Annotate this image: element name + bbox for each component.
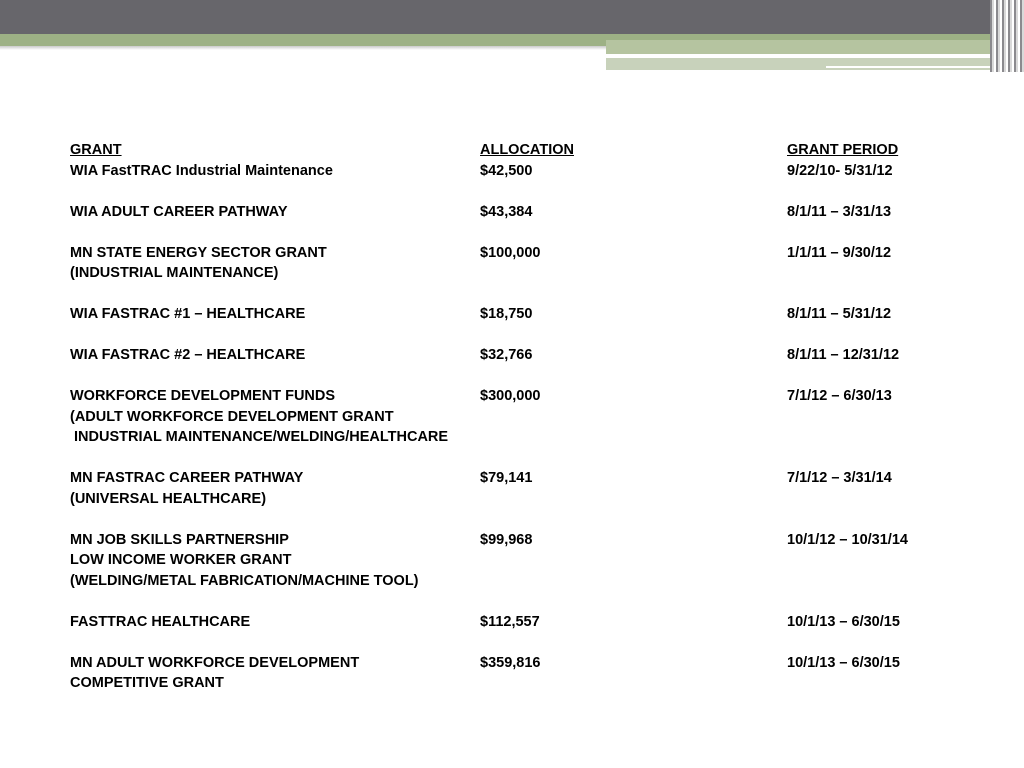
grant-table-header bbox=[70, 140, 967, 161]
grant-name: COMPETITIVE GRANT bbox=[70, 675, 224, 691]
slide-header-strip-lower bbox=[606, 58, 1006, 70]
grant-allocation: $18,750 bbox=[480, 306, 533, 322]
grant-name: WIA FASTRAC #1 – HEALTHCARE bbox=[70, 306, 306, 322]
grant-name: (ADULT WORKFORCE DEVELOPMENT GRANT bbox=[70, 408, 394, 425]
grant-allocation bbox=[480, 550, 787, 571]
grant-period: 8/1/11 – 12/31/12 bbox=[787, 347, 900, 363]
grant-table bbox=[70, 140, 967, 694]
row-spacer bbox=[70, 325, 967, 346]
grant-allocation bbox=[480, 489, 787, 510]
grant-row bbox=[70, 263, 967, 284]
grant-row bbox=[70, 345, 967, 366]
row-spacer bbox=[70, 632, 967, 653]
grant-row bbox=[70, 673, 967, 694]
grant-allocation: $300,000 bbox=[480, 388, 541, 404]
slide-header-strip bbox=[606, 40, 1006, 54]
grant-name: WIA FastTRAC Industrial Maintenance bbox=[70, 162, 333, 179]
grant-name: WIA FASTRAC #2 – HEALTHCARE bbox=[70, 347, 306, 363]
slide-header-divider-lower bbox=[826, 66, 1006, 68]
row-spacer bbox=[70, 181, 967, 202]
grant-row bbox=[70, 530, 967, 551]
grant-period bbox=[787, 263, 967, 284]
grant-allocation bbox=[480, 673, 787, 694]
grant-period: 8/1/11 – 3/31/13 bbox=[787, 203, 892, 220]
slide-header-bar bbox=[0, 0, 1024, 34]
grant-row bbox=[70, 161, 967, 182]
header-allocation: ALLOCATION bbox=[480, 142, 574, 158]
grant-name: WORKFORCE DEVELOPMENT FUNDS bbox=[70, 388, 336, 404]
grant-name: FASTTRAC HEALTHCARE bbox=[70, 613, 251, 630]
grant-name: MN STATE ENERGY SECTOR GRANT bbox=[70, 244, 327, 261]
grant-name: LOW INCOME WORKER GRANT bbox=[70, 552, 292, 568]
grant-allocation: $79,141 bbox=[480, 470, 533, 486]
grant-allocation: $42,500 bbox=[480, 162, 533, 179]
row-spacer bbox=[70, 509, 967, 530]
grant-period bbox=[787, 489, 967, 510]
row-spacer bbox=[70, 222, 967, 243]
grant-name: (WELDING/METAL FABRICATION/MACHINE TOOL) bbox=[70, 572, 419, 589]
grant-period: 7/1/12 – 3/31/14 bbox=[787, 470, 892, 486]
grant-row bbox=[70, 386, 967, 407]
grant-row bbox=[70, 407, 967, 428]
grant-allocation bbox=[480, 407, 787, 428]
grant-allocation: $359,816 bbox=[480, 654, 541, 671]
grant-period: 10/1/13 – 6/30/15 bbox=[787, 613, 900, 630]
grant-allocation bbox=[480, 571, 787, 592]
grant-row bbox=[70, 202, 967, 223]
grant-row bbox=[70, 489, 967, 510]
slide-header-divider bbox=[606, 56, 950, 58]
grant-period: 8/1/11 – 5/31/12 bbox=[787, 306, 892, 322]
grant-row bbox=[70, 427, 967, 448]
header-grant: GRANT bbox=[70, 142, 122, 158]
grant-name: (UNIVERSAL HEALTHCARE) bbox=[70, 490, 267, 507]
grant-allocation: $100,000 bbox=[480, 244, 541, 261]
grant-period: 10/1/12 – 10/31/14 bbox=[787, 531, 908, 548]
grant-allocation bbox=[480, 427, 787, 448]
grant-row bbox=[70, 468, 967, 489]
grant-name: MN ADULT WORKFORCE DEVELOPMENT bbox=[70, 654, 360, 671]
grant-name: MN JOB SKILLS PARTNERSHIP bbox=[70, 531, 289, 548]
header-grant-period: GRANT PERIOD bbox=[787, 142, 899, 158]
grant-name: MN FASTRAC CAREER PATHWAY bbox=[70, 470, 304, 486]
grant-period: 7/1/12 – 6/30/13 bbox=[787, 388, 892, 404]
grant-period bbox=[787, 571, 967, 592]
grant-period bbox=[787, 673, 967, 694]
grant-period bbox=[787, 407, 967, 428]
grant-allocation: $32,766 bbox=[480, 347, 533, 363]
grant-period: 1/1/11 – 9/30/12 bbox=[787, 244, 892, 261]
grant-rows bbox=[70, 161, 967, 694]
grant-allocation: $112,557 bbox=[480, 613, 540, 630]
row-spacer bbox=[70, 591, 967, 612]
grant-name: WIA ADULT CAREER PATHWAY bbox=[70, 203, 288, 220]
slide-header-stripes bbox=[990, 0, 1024, 72]
grant-row bbox=[70, 243, 967, 264]
grant-allocation: $99,968 bbox=[480, 531, 533, 548]
grant-period: 9/22/10- 5/31/12 bbox=[787, 162, 893, 179]
grant-row bbox=[70, 304, 967, 325]
grant-allocation: $43,384 bbox=[480, 203, 533, 220]
grant-name: INDUSTRIAL MAINTENANCE/WELDING/HEALTHCARE bbox=[70, 429, 449, 445]
grant-row bbox=[70, 653, 967, 674]
grant-period bbox=[787, 427, 967, 448]
grant-period bbox=[787, 550, 967, 571]
grant-row bbox=[70, 550, 967, 571]
grant-period: 10/1/13 – 6/30/15 bbox=[787, 654, 900, 671]
grant-row bbox=[70, 612, 967, 633]
row-spacer bbox=[70, 366, 967, 387]
grant-allocation bbox=[480, 263, 787, 284]
row-spacer bbox=[70, 284, 967, 305]
grant-name: (INDUSTRIAL MAINTENANCE) bbox=[70, 265, 279, 281]
row-spacer bbox=[70, 448, 967, 469]
grant-row bbox=[70, 571, 967, 592]
